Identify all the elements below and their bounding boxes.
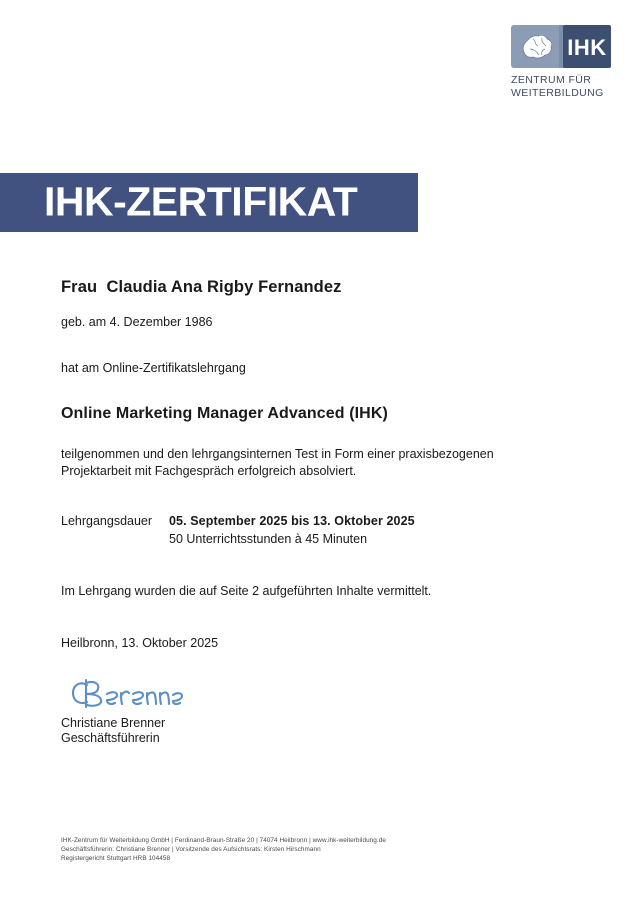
certificate-body [61, 278, 561, 746]
contents-note: Im Lehrgang wurden die auf Seite 2 aufgeführten Inhalte vermittelt. [61, 584, 432, 598]
recipient-birthdate: geb. am 4. Dezember 1986 [61, 315, 213, 329]
footer-line-3: Registergericht Stuttgart HRB 104458 [61, 855, 171, 863]
logo-caption [511, 74, 611, 99]
signatory-role: Geschäftsführerin [61, 731, 160, 745]
ihk-logo-mark [511, 25, 611, 68]
completion-statement [61, 446, 561, 479]
duration-values [169, 514, 415, 546]
footer [61, 836, 561, 864]
logo-caption-line1: ZENTRUM FÜR [511, 74, 592, 86]
completion-line-1: teilgenommen und den lehrgangsinternen Test in Form einer praxisbezogenen [61, 447, 494, 461]
duration-label: Lehrgangsdauer [61, 514, 153, 528]
signatory [61, 716, 561, 746]
course-title: Online Marketing Manager Advanced (IHK) [61, 405, 388, 422]
handwritten-signature-icon [67, 676, 185, 712]
logo-caption-line2: WEITERBILDUNG [511, 86, 604, 99]
place-and-date: Heilbronn, 13. Oktober 2025 [61, 636, 219, 650]
signatory-name: Christiane Brenner [61, 716, 166, 730]
certificate-title-banner [0, 173, 418, 232]
duration-hours: 50 Unterrichtsstunden à 45 Minuten [169, 532, 368, 546]
signature-block [61, 676, 561, 746]
course-intro-text: hat am Online-Zertifikatslehrgang [61, 361, 246, 375]
course-duration [61, 514, 561, 546]
completion-line-2: Projektarbeit mit Fachgespräch erfolgreich absolviert. [61, 463, 357, 478]
recipient-name: Frau Claudia Ana Rigby Fernandez [61, 278, 342, 296]
page-title: IHK-ZERTIFIKAT [44, 178, 358, 225]
svg-text:IHK: IHK [567, 35, 607, 60]
ihk-logo [511, 25, 611, 99]
footer-line-1: IHK-Zentrum für Weiterbildung GmbH | Ferdinand-Braun-Straße 20 | 74074 Heilbronn | www.ihk-weiterbildung.de [61, 837, 386, 844]
duration-date-range: 05. September 2025 bis 13. Oktober 2025 [169, 514, 415, 528]
footer-line-2: Geschäftsführerin: Christiane Brenner | Vorsitzende des Aufsichtsrats: Kirsten Hirschmann [61, 846, 321, 854]
